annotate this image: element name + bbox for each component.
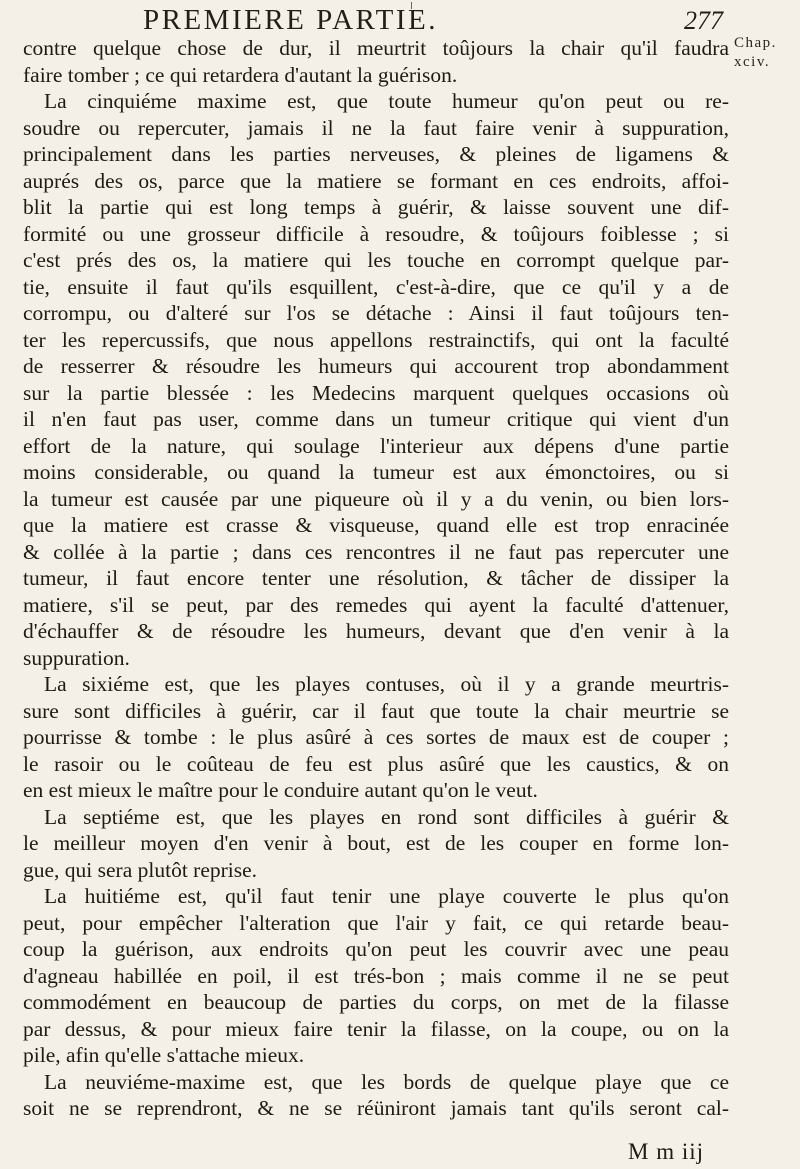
text-line: matiere, s'il se peut, par des remedes qui ayent la faculté d'attenuer, (23, 592, 729, 617)
text-line: la tumeur est causée par une piqueure où il y a du venin, ou bien lors- (23, 486, 729, 511)
text-line: blit la partie qui est long temps à guérir, & laisse souvent une dif- (23, 195, 729, 219)
text-line: La cinquiéme maxime est, que toute humeur qu'on peut ou re- (44, 89, 729, 113)
text-line: soudre ou repercuter, jamais il ne la faut faire venir à suppuration, (23, 115, 729, 140)
running-head: PREMIERE PARTIE. (143, 4, 438, 36)
text-line: commodément en beaucoup de parties du corps, on met de la filasse (23, 990, 729, 1014)
margin-note (734, 34, 796, 72)
page-number: 277 (684, 6, 723, 35)
text-line: gue, qui sera plutôt reprise. (23, 857, 258, 882)
text-line: moins considerable, ou quand la tumeur est aux émonctoires, ou si (23, 460, 729, 484)
text-line: peut, pour empêcher l'alteration que l'air y fait, ce qui retarde beau- (23, 910, 729, 935)
text-line: par dessus, & pour mieux faire tenir la filasse, on la coupe, ou on la (23, 1016, 729, 1041)
text-line: La septiéme est, que les playes en rond sont difficiles à guérir & (44, 804, 729, 829)
text-line: formité ou une grosseur difficile à resoudre, & toûjours foiblesse ; si (23, 221, 729, 246)
text-line: ter les repercussifs, que nous appellons restrainctifs, qui ont la faculté (23, 327, 729, 352)
text-line: le rasoir ou le coûteau de feu est plus asûré que les caustics, & on (23, 751, 729, 776)
text-line: sure sont difficiles à guérir, car il faut que toute la chair meurtrie se (23, 698, 729, 723)
text-line: soit ne se reprendront, & ne se réüniront jamais tant qu'ils seront cal- (23, 1096, 729, 1120)
text-line: faire tomber ; ce qui retardera d'autant la guérison. (23, 62, 458, 87)
text-line: suppuration. (23, 645, 130, 670)
text-line: en est mieux le maître pour le conduire autant qu'on le veut. (23, 778, 538, 802)
text-line: principalement dans les parties nerveuses, & pleines de ligamens & (23, 142, 729, 166)
text-line: pile, afin qu'elle s'attache mieux. (23, 1043, 305, 1067)
text-line: il n'en faut pas user, comme dans un tumeur critique qui vient d'un (23, 407, 729, 431)
text-line: & collée à la partie ; dans ces rencontres il ne faut pas repercuter une (23, 539, 729, 564)
text-line: de resserrer & résoudre les humeurs qui accourent trop abondamment (23, 354, 729, 378)
text-line: contre quelque chose de dur, il meurtrit toûjours la chair qu'il faudra (23, 36, 729, 60)
text-line: pourrisse & tombe : le plus asûré à ces sortes de maux est de couper ; (23, 725, 729, 749)
margin-note-chapter: Chap. (734, 35, 777, 51)
text-line: tumeur, il faut encore tenter une résolution, & tâcher de dissiper la (23, 566, 729, 590)
text-line: que la matiere est crasse & visqueuse, quand elle est trop enracinée (23, 513, 729, 537)
signature-mark: M m iij (628, 1139, 705, 1164)
text-line: d'échauffer & de résoudre les humeurs, devant que d'en venir à la (23, 619, 729, 643)
text-line: effort de la nature, qui soulage l'interieur aux dépens d'une partie (23, 433, 729, 458)
text-line: corrompu, ou d'alteré sur l'os se détache : Ainsi il faut toûjours ten- (23, 301, 729, 325)
text-line: c'est prés des os, la matiere qui les touche en corrompt quelque par- (23, 248, 729, 272)
text-line: d'agneau habillée en poil, il est trés-bon ; mais comme il ne se peut (23, 963, 729, 988)
margin-note-number: xciv. (734, 54, 771, 70)
text-line: La neuviéme-maxime est, que les bords de quelque playe que ce (44, 1069, 729, 1094)
text-line: tie, ensuite il faut qu'ils esquillent, c'est-à-dire, que ce qu'il y a de (23, 274, 729, 299)
body-text (23, 35, 729, 1122)
text-line: sur la partie blessée : les Medecins marquent quelques occasions où (23, 380, 729, 405)
text-line: auprés des os, parce que la matiere se formant en ces endroits, affoi- (23, 168, 729, 193)
text-line: le meilleur moyen d'en venir à bout, est de les couper en forme lon- (23, 831, 729, 855)
text-line: coup la guérison, aux endroits qu'on peut les couvrir avec une peau (23, 937, 729, 961)
text-line: La huitiéme est, qu'il faut tenir une playe couverte le plus qu'on (44, 884, 729, 908)
text-line: La sixiéme est, que les playes contuses, où il y a grande meurtris- (44, 672, 729, 696)
